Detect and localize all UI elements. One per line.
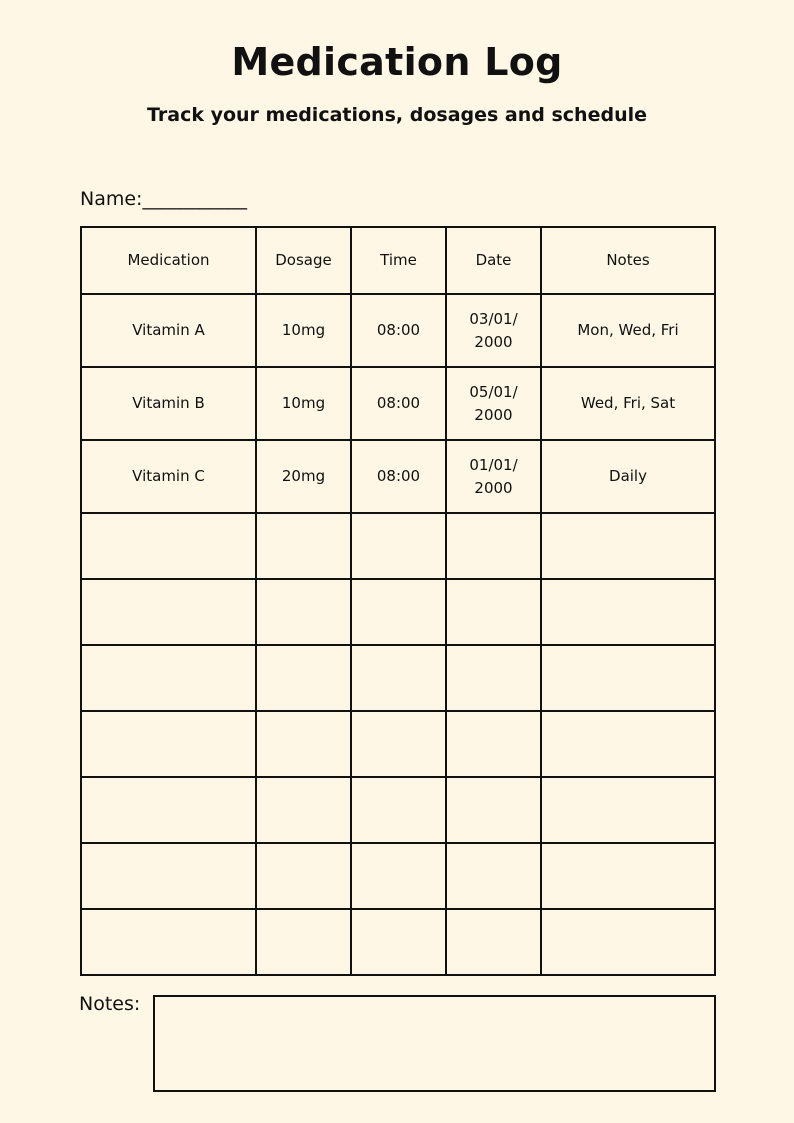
empty-cell[interactable] (541, 843, 715, 909)
empty-cell[interactable] (446, 843, 541, 909)
empty-cell[interactable] (81, 513, 256, 579)
empty-cell[interactable] (541, 777, 715, 843)
empty-cell[interactable] (351, 645, 446, 711)
empty-cell[interactable] (81, 645, 256, 711)
notes-box[interactable] (153, 995, 716, 1092)
table-header-row (81, 227, 715, 294)
empty-cell[interactable] (446, 645, 541, 711)
empty-cell[interactable] (256, 645, 351, 711)
header-time: Time (351, 227, 446, 294)
empty-cell[interactable] (446, 711, 541, 777)
date-value: 05/01/2000 (469, 382, 518, 424)
cell-date[interactable] (446, 294, 541, 367)
cell-dosage[interactable]: 10mg (256, 294, 351, 367)
empty-table-row (81, 843, 715, 909)
empty-cell[interactable] (351, 579, 446, 645)
empty-cell[interactable] (256, 777, 351, 843)
table-row (81, 367, 715, 440)
cell-notes[interactable]: Mon, Wed, Fri (541, 294, 715, 367)
date-value: 01/01/2000 (469, 455, 518, 497)
cell-medication[interactable]: Vitamin C (81, 440, 256, 513)
empty-table-row (81, 579, 715, 645)
empty-cell[interactable] (541, 645, 715, 711)
cell-time[interactable]: 08:00 (351, 440, 446, 513)
cell-medication[interactable]: Vitamin A (81, 294, 256, 367)
cell-dosage[interactable]: 10mg (256, 367, 351, 440)
cell-time[interactable]: 08:00 (351, 294, 446, 367)
empty-cell[interactable] (351, 777, 446, 843)
header-dosage: Dosage (256, 227, 351, 294)
header-date: Date (446, 227, 541, 294)
cell-dosage[interactable]: 20mg (256, 440, 351, 513)
empty-table-row (81, 513, 715, 579)
empty-table-row (81, 909, 715, 975)
empty-cell[interactable] (81, 777, 256, 843)
date-value: 03/01/2000 (469, 309, 518, 351)
empty-cell[interactable] (81, 843, 256, 909)
empty-cell[interactable] (541, 711, 715, 777)
header-medication: Medication (81, 227, 256, 294)
empty-cell[interactable] (541, 909, 715, 975)
empty-table-row (81, 645, 715, 711)
empty-cell[interactable] (256, 843, 351, 909)
empty-cell[interactable] (256, 579, 351, 645)
cell-time[interactable]: 08:00 (351, 367, 446, 440)
name-field[interactable]: Name:___________ (80, 188, 247, 210)
empty-table-row (81, 777, 715, 843)
empty-cell[interactable] (81, 579, 256, 645)
page-subtitle: Track your medications, dosages and schedule (147, 104, 647, 126)
empty-cell[interactable] (446, 579, 541, 645)
cell-medication[interactable]: Vitamin B (81, 367, 256, 440)
empty-cell[interactable] (351, 711, 446, 777)
cell-notes[interactable]: Daily (541, 440, 715, 513)
notes-label: Notes: (79, 993, 141, 1015)
empty-table-row (81, 711, 715, 777)
empty-cell[interactable] (446, 909, 541, 975)
empty-cell[interactable] (351, 909, 446, 975)
cell-date[interactable] (446, 367, 541, 440)
table-row (81, 440, 715, 513)
empty-cell[interactable] (446, 777, 541, 843)
empty-cell[interactable] (541, 579, 715, 645)
page-title: Medication Log (231, 40, 563, 84)
empty-cell[interactable] (351, 843, 446, 909)
cell-notes[interactable]: Wed, Fri, Sat (541, 367, 715, 440)
cell-date[interactable] (446, 440, 541, 513)
empty-cell[interactable] (351, 513, 446, 579)
empty-cell[interactable] (256, 513, 351, 579)
table-row (81, 294, 715, 367)
empty-cell[interactable] (256, 909, 351, 975)
empty-cell[interactable] (541, 513, 715, 579)
empty-cell[interactable] (81, 909, 256, 975)
empty-cell[interactable] (81, 711, 256, 777)
header-notes: Notes (541, 227, 715, 294)
empty-cell[interactable] (446, 513, 541, 579)
empty-cell[interactable] (256, 711, 351, 777)
medication-table (80, 226, 716, 976)
